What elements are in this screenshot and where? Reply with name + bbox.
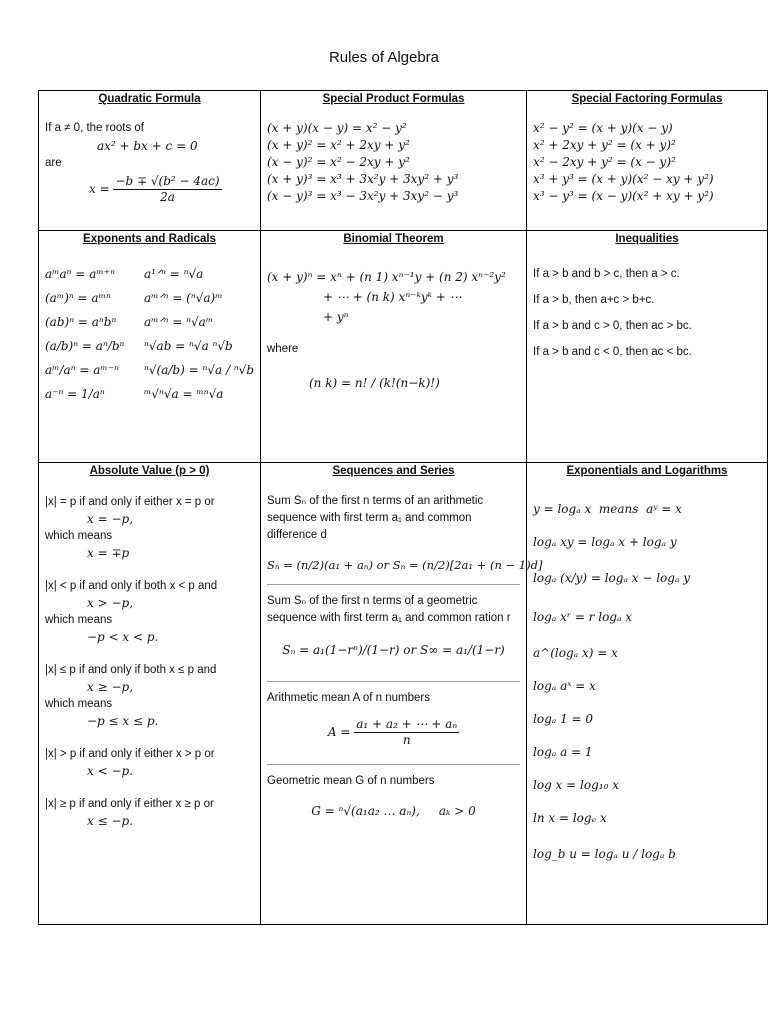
special-factoring-list xyxy=(533,120,761,205)
inequalities-cell xyxy=(527,231,767,462)
log-rule: logₐ a = 1 xyxy=(533,745,593,759)
sequences-cell xyxy=(261,463,543,925)
radical-rule: a¹ᐟⁿ = ⁿ√a xyxy=(144,267,204,281)
quadratic-equation: ax² + bx + c = 0 xyxy=(97,139,198,153)
binomial-heading: Binomial Theorem xyxy=(343,233,444,245)
radical-rule: ⁿ√(a/b) = ⁿ√a / ⁿ√b xyxy=(144,363,254,377)
log-rule: logₐ xʳ = r logₐ x xyxy=(533,610,633,624)
binomial-cell xyxy=(261,231,526,462)
arithmetic-mean-lhs: A = xyxy=(327,725,351,739)
inequalities-heading: Inequalities xyxy=(615,233,679,245)
absolute-rule: |x| > p if and only if either x > p or xyxy=(45,748,215,760)
quadratic-fraction xyxy=(113,174,221,205)
quadratic-denominator: 2a xyxy=(160,190,175,204)
absolute-rule: |x| ≥ p if and only if either x ≥ p or xyxy=(45,798,214,810)
arithmetic-mean-formula xyxy=(267,717,520,748)
arithmetic-mean-fraction xyxy=(354,717,459,748)
arithmetic-mean-numerator: a₁ + a₂ + ⋯ + aₙ xyxy=(356,717,458,731)
geometric-sum-formula: Sₙ = a₁(1−rⁿ)/(1−r) or S∞ = a₁/(1−r) xyxy=(282,643,505,657)
binomial-line-3: + yⁿ xyxy=(323,310,349,324)
absolute-rule: x ≥ −p, xyxy=(87,680,134,694)
absolute-rule: which means xyxy=(45,530,113,542)
special-product-line: (x + y)³ = x³ + 3x²y + 3xy² + y³ xyxy=(267,172,459,186)
quadratic-cell xyxy=(39,91,260,230)
exponents-heading: Exponents and Radicals xyxy=(83,233,216,245)
log-rule: ln x = logₑ x xyxy=(533,811,607,825)
absolute-rule: −p ≤ x ≤ p. xyxy=(87,714,159,728)
absolute-rule: |x| ≤ p if and only if both x ≤ p and xyxy=(45,664,217,676)
section-divider xyxy=(267,584,520,585)
special-factoring-line: x³ + y³ = (x + y)(x² − xy + y²) xyxy=(533,172,714,186)
special-factoring-line: x² − y² = (x + y)(x − y) xyxy=(533,121,673,135)
log-rule: a^(logₐ x) = x xyxy=(533,646,618,660)
exponents-rules xyxy=(45,262,254,406)
special-factoring-cell xyxy=(527,91,767,230)
absolute-rule: x < −p. xyxy=(87,764,134,778)
logarithms-heading: Exponentials and Logarithms xyxy=(566,465,728,477)
radical-rule: aᵐᐟⁿ = (ⁿ√a)ᵐ xyxy=(144,291,223,305)
absolute-value-rules xyxy=(45,494,254,830)
exponents-left-column xyxy=(45,262,144,406)
exponent-rule: aᵐaⁿ = aᵐ⁺ⁿ xyxy=(45,267,115,281)
special-product-line: (x − y)² = x² − 2xy + y² xyxy=(267,155,410,169)
page-title: Rules of Algebra xyxy=(328,49,440,66)
log-rule: log_b u = logₐ u / logₐ b xyxy=(533,847,676,861)
geometric-sum-text: Sum Sₙ of the first n terms of a geometric sequence with first term a₁ and common ration r xyxy=(267,595,511,624)
absolute-value-heading: Absolute Value (p > 0) xyxy=(89,465,210,477)
log-rule: logₐ 1 = 0 xyxy=(533,712,594,726)
radical-rule: ᵐ√ⁿ√a = ᵐⁿ√a xyxy=(144,387,224,401)
special-factoring-line: x² − 2xy + y² = (x − y)² xyxy=(533,155,676,169)
section-divider xyxy=(267,764,520,765)
arithmetic-mean-denominator: n xyxy=(402,733,411,747)
binomial-coefficient: (n k) = n! / (k!(n−k)!) xyxy=(309,376,440,390)
section-divider xyxy=(267,681,520,682)
exponents-right-column xyxy=(144,262,254,406)
quadratic-x-lhs: x = xyxy=(89,182,110,196)
log-rule: logₐ xy = logₐ x + logₐ y xyxy=(533,535,677,549)
absolute-rule: |x| < p if and only if both x < p and xyxy=(45,580,218,592)
inequalities-list xyxy=(533,261,761,365)
absolute-value-cell xyxy=(39,463,260,925)
radical-rule: aᵐᐟⁿ = ⁿ√aᵐ xyxy=(144,315,214,329)
special-product-line: (x + y)² = x² + 2xy + y² xyxy=(267,138,410,152)
exponents-cell xyxy=(39,231,260,462)
special-product-list xyxy=(267,120,520,205)
special-factoring-line: x² + 2xy + y² = (x + y)² xyxy=(533,138,676,152)
binomial-line-2: + ⋯ + (n k) xⁿ⁻ᵏyᵏ + ⋯ xyxy=(323,290,462,304)
exponent-rule: a⁻ⁿ = 1/aⁿ xyxy=(45,387,105,401)
exponent-rule: (ab)ⁿ = aⁿbⁿ xyxy=(45,315,117,329)
arithmetic-sum-formula: Sₙ = (n/2)(a₁ + aₙ) or Sₙ = (n/2)[2a₁ + (n − 1)d] xyxy=(267,558,543,572)
sequences-heading: Sequences and Series xyxy=(332,465,455,477)
absolute-rule: x > −p, xyxy=(87,596,134,610)
absolute-rule: x = ∓p xyxy=(87,546,130,560)
log-rule: log x = log₁₀ x xyxy=(533,778,619,792)
inequality-rule: If a > b and c > 0, then ac > bc. xyxy=(533,320,692,332)
inequality-rule: If a > b and c < 0, then ac < bc. xyxy=(533,346,692,358)
logarithms-cell xyxy=(527,463,767,925)
geometric-mean-text: Geometric mean G of n numbers xyxy=(267,775,435,787)
binomial-where: where xyxy=(267,343,299,355)
inequality-rule: If a > b, then a+c > b+c. xyxy=(533,294,655,306)
absolute-rule: x ≤ −p. xyxy=(87,814,134,828)
exponent-rule: (aᵐ)ⁿ = aᵐⁿ xyxy=(45,291,111,305)
absolute-rule: which means xyxy=(45,698,113,710)
log-rule: y = logₐ x means aʸ = x xyxy=(533,502,682,516)
quadratic-numerator: −b ∓ √(b² − 4ac) xyxy=(115,174,220,188)
quadratic-intro: If a ≠ 0, the roots of xyxy=(45,122,145,134)
log-rule: logₐ aˣ = x xyxy=(533,679,596,693)
log-rule: logₐ (x/y) = logₐ x − logₐ y xyxy=(533,571,691,585)
absolute-rule: which means xyxy=(45,614,113,626)
geometric-mean-formula: G = ⁿ√(a₁a₂ … aₙ), aₖ > 0 xyxy=(311,804,476,818)
arithmetic-mean-text: Arithmetic mean A of n numbers xyxy=(267,692,430,704)
absolute-rule: |x| = p if and only if either x = p or xyxy=(45,496,215,508)
exponent-rule: aᵐ/aⁿ = aᵐ⁻ⁿ xyxy=(45,363,119,377)
absolute-rule: x = −p, xyxy=(87,512,134,526)
absolute-rule: −p < x < p. xyxy=(87,630,159,644)
special-factoring-line: x³ − y³ = (x − y)(x² + xy + y²) xyxy=(533,189,714,203)
quadratic-heading: Quadratic Formula xyxy=(98,93,201,105)
formula-table xyxy=(38,90,768,925)
logarithm-rules xyxy=(533,493,761,873)
special-product-line: (x + y)(x − y) = x² − y² xyxy=(267,121,407,135)
special-product-cell xyxy=(261,91,526,230)
special-product-line: (x − y)³ = x³ − 3x²y + 3xy² − y³ xyxy=(267,189,459,203)
exponent-rule: (a/b)ⁿ = aⁿ/bⁿ xyxy=(45,339,125,353)
quadratic-are: are xyxy=(45,157,62,169)
special-factoring-heading: Special Factoring Formulas xyxy=(571,93,723,105)
radical-rule: ⁿ√ab = ⁿ√a ⁿ√b xyxy=(144,339,233,353)
inequality-rule: If a > b and b > c, then a > c. xyxy=(533,268,680,280)
binomial-line-1: (x + y)ⁿ = xⁿ + (n 1) xⁿ⁻¹y + (n 2) xⁿ⁻²y² xyxy=(267,270,506,284)
quadratic-formula xyxy=(45,174,254,205)
special-product-heading: Special Product Formulas xyxy=(322,93,465,105)
arithmetic-sum-text: Sum Sₙ of the first n terms of an arithmetic sequence with first term a₁ and common difference d xyxy=(267,495,484,541)
